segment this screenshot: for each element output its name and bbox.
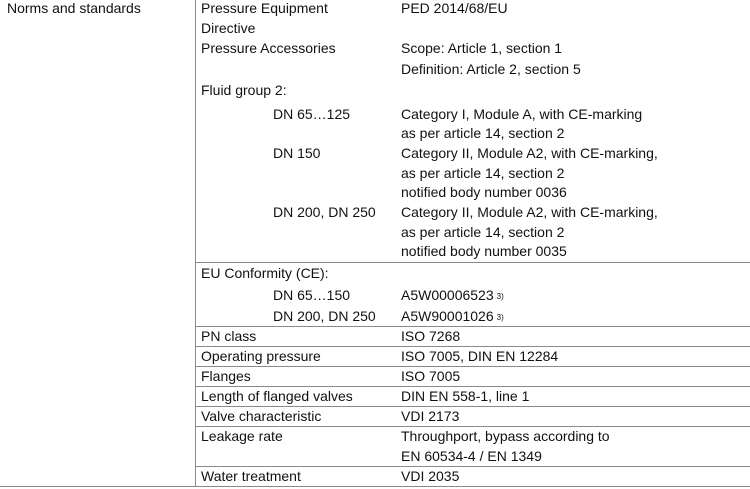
fluid-dn-65-125-line2: as per article 14, section 2 — [401, 125, 565, 141]
column-divider — [195, 0, 196, 487]
footnote-ref: 3) — [496, 292, 504, 301]
eu-dn-200-250-value — [401, 306, 504, 326]
pn-class-label: PN class — [201, 328, 257, 344]
accessories-value-line2: Definition: Article 2, section 5 — [401, 61, 581, 77]
fluid-dn-200-250-line1: Category II, Module A2, with CE-marking, — [401, 204, 658, 220]
row-divider — [195, 366, 750, 367]
row-divider — [195, 326, 750, 327]
fluid-dn-200-250: DN 200, DN 250 — [273, 204, 376, 220]
flanges-label: Flanges — [201, 368, 251, 384]
footnote-ref: 3) — [496, 313, 504, 322]
section-label: Norms and standards — [7, 0, 141, 16]
operating-pressure-label: Operating pressure — [201, 348, 321, 364]
eu-conformity-label: EU Conformity (CE): — [201, 265, 329, 281]
eu-dn-200-250-code: A5W90001026 — [401, 308, 494, 324]
fluid-dn-150: DN 150 — [273, 145, 321, 161]
leakage-rate-value-line1: Throughport, bypass according to — [401, 428, 610, 444]
fluid-dn-150-line1: Category II, Module A2, with CE-marking, — [401, 145, 658, 161]
ped-label-line2: Directive — [201, 20, 256, 36]
eu-dn-65-150-value — [401, 285, 504, 305]
pn-class-value: ISO 7268 — [401, 328, 461, 344]
accessories-value-line1: Scope: Article 1, section 1 — [401, 40, 563, 56]
fluid-group-label: Fluid group 2: — [201, 82, 287, 98]
eu-dn-200-250: DN 200, DN 250 — [273, 308, 376, 324]
fluid-dn-65-125-line1: Category I, Module A, with CE-marking — [401, 106, 643, 122]
eu-dn-65-150-code: A5W00006523 — [401, 287, 494, 303]
eu-dn-65-150: DN 65…150 — [273, 287, 351, 303]
accessories-label: Pressure Accessories — [201, 40, 336, 56]
fluid-dn-65-125: DN 65…125 — [273, 106, 351, 122]
water-treatment-label: Water treatment — [201, 468, 301, 484]
fluid-dn-200-250-line2: as per article 14, section 2 — [401, 224, 565, 240]
fluid-dn-200-250-line3: notified body number 0035 — [401, 243, 567, 259]
table-bottom-rule — [0, 486, 750, 487]
flanged-length-label: Length of flanged valves — [201, 388, 353, 404]
ped-label-line1: Pressure Equipment — [201, 0, 328, 16]
fluid-dn-150-line2: as per article 14, section 2 — [401, 165, 565, 181]
water-treatment-value: VDI 2035 — [401, 468, 460, 484]
valve-characteristic-value: VDI 2173 — [401, 408, 460, 424]
operating-pressure-value: ISO 7005, DIN EN 12284 — [401, 348, 559, 364]
leakage-rate-label: Leakage rate — [201, 428, 283, 444]
leakage-rate-value-line2: EN 60534-4 / EN 1349 — [401, 448, 542, 464]
flanged-length-value: DIN EN 558-1, line 1 — [401, 388, 530, 404]
valve-characteristic-label: Valve characteristic — [201, 408, 322, 424]
flanges-value: ISO 7005 — [401, 368, 461, 384]
ped-value: PED 2014/68/EU — [401, 0, 508, 16]
fluid-dn-150-line3: notified body number 0036 — [401, 184, 567, 200]
